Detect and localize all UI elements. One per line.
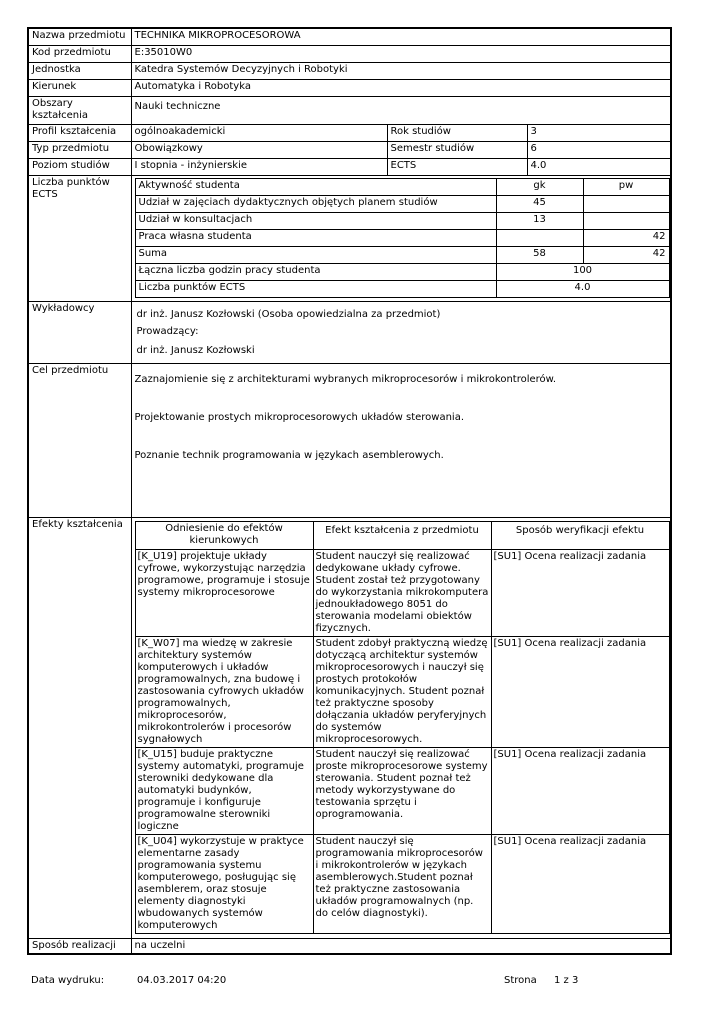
goal-label: Cel przedmiotu xyxy=(28,363,131,517)
typ-value: Obowiązkowy xyxy=(131,141,387,158)
goal-item: Poznanie technik programowania w językach asemblerowych. xyxy=(134,449,444,461)
table-row xyxy=(135,246,669,263)
profil-label: Profil kształcenia xyxy=(28,124,131,141)
rok-label: Rok studiów xyxy=(387,124,527,141)
table-row xyxy=(135,636,669,747)
pw-cell: 42 xyxy=(583,229,669,246)
profil-value: ogólnoakademicki xyxy=(131,124,387,141)
effect-cell: Student nauczył się realizować proste mikroprocesorowe systemy sterowania. Student poznał też metody wykorzystywane do testowania sprzętu i oprogramowania. xyxy=(313,747,491,834)
ects-sum-label: Liczba punktów ECTS xyxy=(135,280,496,297)
method-head: Sposób weryfikacji efektu xyxy=(491,521,669,549)
page-number: 1 z 3 xyxy=(554,975,579,986)
gk-head: gk xyxy=(496,178,583,195)
activity-cell: Udział w zajęciach dydaktycznych objętych planem studiów xyxy=(135,195,496,212)
ref-cell: [K_W07] ma wiedzę w zakresie architektury systemów komputerowych i układów programowalnych, zna budowę i zastosowania cyfrowych układów programowalnych, mikroprocesorów, mikrokontrolerów i procesorów sygnałowych xyxy=(135,636,313,747)
method-cell: [SU1] Ocena realizacji zadania xyxy=(491,636,669,747)
method-cell: [SU1] Ocena realizacji zadania xyxy=(491,834,669,933)
gk-cell: 58 xyxy=(496,246,583,263)
total-hours-value: 100 xyxy=(496,263,669,280)
kod-label: Kod przedmiotu xyxy=(28,45,131,62)
poziom-value: I stopnia - inżynierskie xyxy=(131,158,387,175)
pw-cell: 42 xyxy=(583,246,669,263)
ref-head: Odniesienie do efektów kierunkowych xyxy=(135,521,313,549)
realization-label: Sposób realizacji xyxy=(28,938,131,954)
ref-cell: [K_U15] buduje praktyczne systemy automatyki, programuje sterowniki dedykowane dla automatyki budynków, programuje i konfiguruje programowalne sterowniki logiczne xyxy=(135,747,313,834)
nazwa-label: Nazwa przedmiotu xyxy=(28,28,131,45)
pw-head: pw xyxy=(583,178,669,195)
effect-cell: Student zdobył praktyczną wiedzę dotyczącą architektur systemów mikroprocesorowych i nauczył się prostych protokołów komunikacyjnych. Student poznał też praktyczne sposoby dołączania układów peryferyjnych do systemów mikroprocesorowych. xyxy=(313,636,491,747)
table-row xyxy=(135,195,669,212)
page-label: Strona xyxy=(504,975,537,986)
lecturer-role: Prowadzący: xyxy=(136,325,199,337)
goal-item: Projektowanie prostych mikroprocesorowych układów sterowania. xyxy=(134,411,465,423)
ects-table xyxy=(135,178,670,298)
realization-value: na uczelni xyxy=(131,938,671,954)
print-date-label: Data wydruku: xyxy=(31,975,105,986)
method-cell: [SU1] Ocena realizacji zadania xyxy=(491,747,669,834)
effect-cell: Student nauczył się realizować dedykowane układy cyfrowe. Student został też przygotowany do wykorzystania mikrokomputera jednoukładowego 8051 do sterowania modelami obiektów fizycznych. xyxy=(313,549,491,636)
kierunek-label: Kierunek xyxy=(28,79,131,96)
semestr-value: 6 xyxy=(527,141,671,158)
activity-cell: Suma xyxy=(135,246,496,263)
semestr-label: Semestr studiów xyxy=(387,141,527,158)
gk-cell xyxy=(496,229,583,246)
ects-value: 4.0 xyxy=(527,158,671,175)
lecturer-name: dr inż. Janusz Kozłowski xyxy=(136,344,255,356)
table-row xyxy=(135,212,669,229)
table-row xyxy=(135,834,669,933)
kierunek-value: Automatyka i Robotyka xyxy=(131,79,671,96)
outcomes-label: Efekty kształcenia xyxy=(28,517,131,938)
lecturers-label: Wykładowcy xyxy=(28,301,131,363)
goal-item: Zaznajomienie się z architekturami wybranych mikroprocesorów i mikrokontrolerów. xyxy=(134,373,557,385)
obszary-value: Nauki techniczne xyxy=(131,96,671,124)
gk-cell: 45 xyxy=(496,195,583,212)
total-hours-label: Łączna liczba godzin pracy studenta xyxy=(135,263,496,280)
kod-value: E:35010W0 xyxy=(131,45,671,62)
table-row xyxy=(135,229,669,246)
method-cell: [SU1] Ocena realizacji zadania xyxy=(491,549,669,636)
activity-head: Aktywność studenta xyxy=(135,178,496,195)
syllabus-page xyxy=(27,27,670,955)
effect-cell: Student nauczył się programowania mikroprocesorów i mikrokontrolerów w językach asemblerowych.Student poznał też praktyczne zastosowania układów programowalnych (np. do celów diagnostyki). xyxy=(313,834,491,933)
pw-cell xyxy=(583,195,669,212)
lecturer-line: dr inż. Janusz Kozłowski (Osoba opowiedzialna za przedmiot) xyxy=(136,308,441,320)
poziom-label: Poziom studiów xyxy=(28,158,131,175)
typ-label: Typ przedmiotu xyxy=(28,141,131,158)
outcomes-table xyxy=(135,521,670,934)
table-row xyxy=(135,747,669,834)
ref-cell: [K_U19] projektuje układy cyfrowe, wykorzystując narzędzia programowe, programuje i stosuje systemy mikroprocesorowe xyxy=(135,549,313,636)
syllabus-table xyxy=(27,27,672,955)
gk-cell: 13 xyxy=(496,212,583,229)
jednostka-value: Katedra Systemów Decyzyjnych i Robotyki xyxy=(131,62,671,79)
ects-points-label: Liczba punktów ECTS xyxy=(28,175,131,301)
rok-value: 3 xyxy=(527,124,671,141)
ects-label: ECTS xyxy=(387,158,527,175)
activity-cell: Praca własna studenta xyxy=(135,229,496,246)
obszary-label: Obszary kształcenia xyxy=(28,96,131,124)
effect-head: Efekt kształcenia z przedmiotu xyxy=(313,521,491,549)
pw-cell xyxy=(583,212,669,229)
ects-sum-value: 4.0 xyxy=(496,280,669,297)
jednostka-label: Jednostka xyxy=(28,62,131,79)
activity-cell: Udział w konsultacjach xyxy=(135,212,496,229)
ref-cell: [K_U04] wykorzystuje w praktyce elementarne zasady programowania systemu komputerowego, posługując się asemblerem, oraz stosuje elementy diagnostyki wbudowanych systemów komputerowych xyxy=(135,834,313,933)
nazwa-value: TECHNIKA MIKROPROCESOROWA xyxy=(131,28,671,45)
table-row xyxy=(135,549,669,636)
print-date-value: 04.03.2017 04:20 xyxy=(137,975,227,986)
